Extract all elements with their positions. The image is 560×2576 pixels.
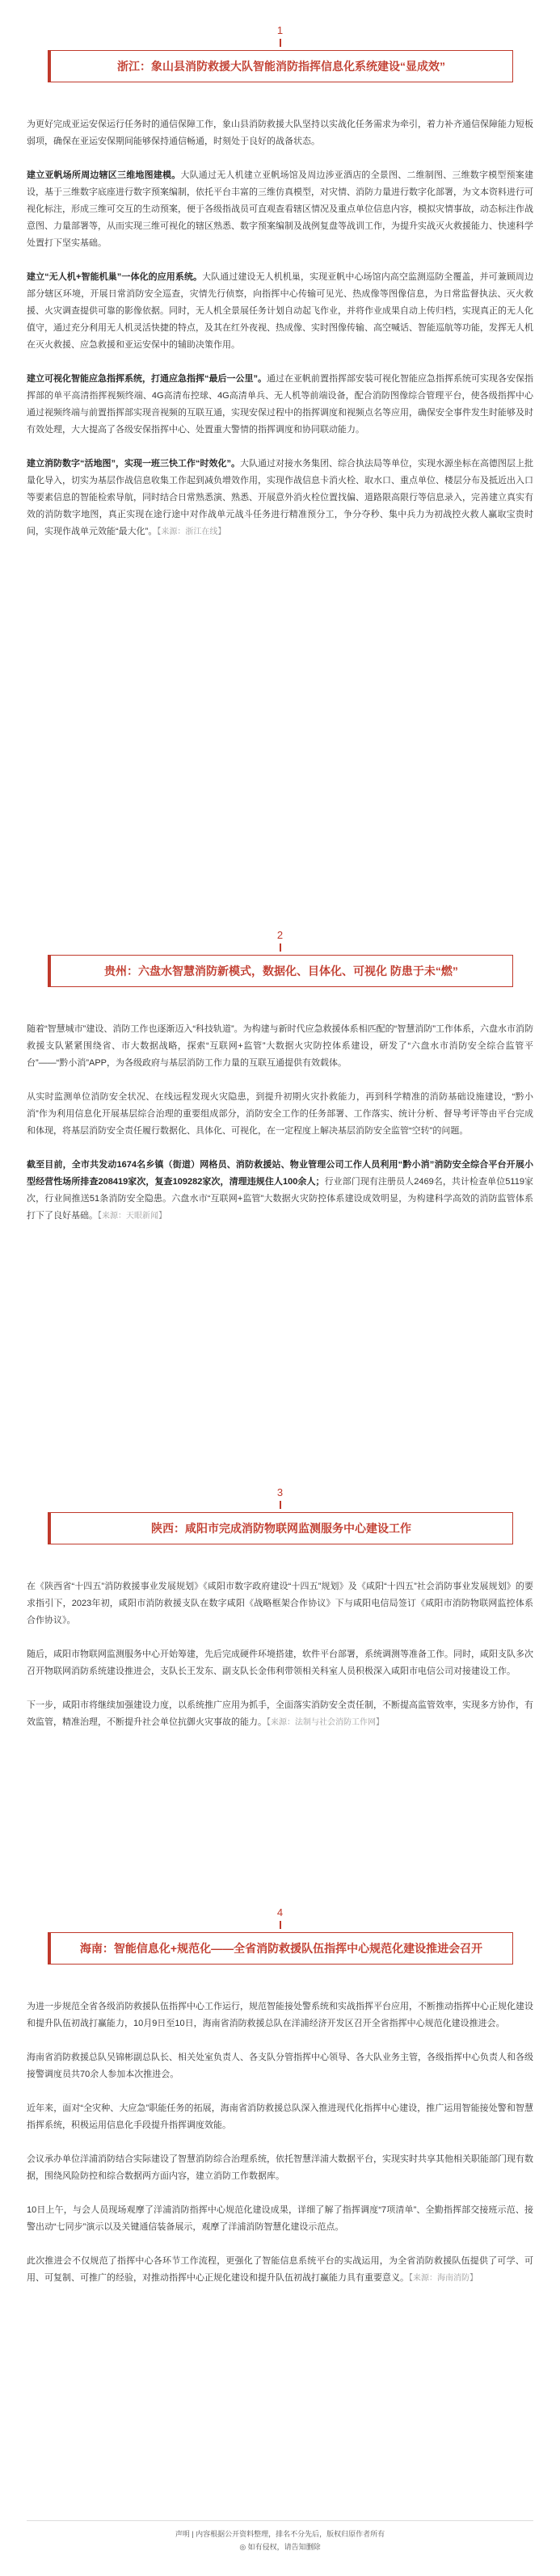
paragraph: 建立消防数字“活地图”，实现一班三快工作“时效化”。大队通过对接水务集团、综合执法局等单位，实现水源坐标在高德图层上批量化导入，切实为基层作战信息收集工作起到减负增效作用，实现作战信息卡消火栓、取水口、重点单位、楼层分布及抵近出入口等要素信息的智能检索导航，同时结合日常熟悉演、熟悉、开展意外消火栓位置找偏、道路限高限行等信息录入，完善建立真实有效的消防数字地图，真正实现在途行途中对作战单元战斗任务进行精准预分工，争分夺秒、集中兵力为初战控火救人赢取宝贵时间，实现作战单元效能“最大化”。【来源：浙江在线】 <box>27 459 533 536</box>
paragraph: 为进一步规范全省各级消防救援队伍指挥中心工作运行，规范智能接处警系统和实战指挥平台应用，不断推动指挥中心正规化建设和提升队伍初战打赢能力，10月9日至10日，海南省消防救援总队在洋浦经济开发区召开全省指挥中心规范化建设推进会。 <box>27 2002 533 2028</box>
section-title: 海南：智能信息化+规范化——全省消防救援队伍指挥中心规范化建设推进会召开 <box>48 1932 513 1965</box>
section-number-tick <box>280 39 281 47</box>
news-section-2 <box>0 929 560 1225</box>
section-title: 浙江：象山县消防救援大队智能消防指挥信息化系统建设“显成效” <box>48 50 513 82</box>
section-number-tick <box>280 1921 281 1929</box>
footer-disclaimer: 声明 | 内容根据公开资料整理，排名不分先后，版权归原作者所有 <box>175 2530 385 2538</box>
section-title: 贵州：六盘水智慧消防新模式，数据化、目体化、可视化 防患于未“燃” <box>48 955 513 987</box>
source-note: 【来源：海南消防】 <box>409 2274 478 2283</box>
news-section-4 <box>0 1906 560 2287</box>
source-note: 【来源：浙江在线】 <box>157 527 226 536</box>
section-number: 4 <box>276 1906 284 1918</box>
source-note: 【来源：天眼新闻】 <box>98 1212 166 1221</box>
footer-notice: ◎ 如有侵权，请告知删除 <box>239 2543 321 2551</box>
section-number: 2 <box>276 929 284 941</box>
footer <box>0 2520 560 2553</box>
section-number-tick <box>280 1501 281 1509</box>
paragraph: 近年来，面对“全灾种、大应急”职能任务的拓展，海南省消防救援总队深入推进现代化指挥中心建设，推广运用智能接处警和智慧指挥系统，积极运用信息化手段提升指挥调度效能。 <box>27 2103 533 2130</box>
paragraph: 从实时监测单位消防安全状况、在线远程发现火灾隐患，到提升初期火灾扑救能力，再到科学精准的消防基础设施建设，“黔小消”作为利用信息化开展基层综合治理的重要组成部分，消防安全工作的任务部署、工作落实、统计分析、督导考评等由平台完成和体现，将基层消防安全责任履行数据化、具体化、可视化，在一定程度上解决基层消防安全监管“空转”的问题。 <box>27 1092 533 1136</box>
paragraph: 随着“智慧城市”建设、消防工作也逐渐迈入“科技轨道”。为构建与新时代应急救援体系相匹配的“智慧消防”工作体系，六盘水市消防救援支队紧紧围绕省、市大数据战略，探索“互联网+监管”大数据火灾防控体系建设，研发了“六盘水市消防安全综合监管平台”——“黔小消”APP，为各级政府与基层消防工作力量的互联互通提供有效载体。 <box>27 1024 533 1068</box>
section-title: 陕西：咸阳市完成消防物联网监测服务中心建设工作 <box>48 1512 513 1544</box>
paragraph: 会议承办单位洋浦消防结合实际建设了智慧消防综合治理系统，依托智慧洋浦大数据平台，实现实时共享其他相关职能部门现有数据，围绕风险防控和综合数据两方面内容，建立消防工作数据库。 <box>27 2154 533 2181</box>
source-note: 【来源：法制与社会消防工作网】 <box>267 1718 384 1727</box>
section-number: 1 <box>276 24 284 36</box>
paragraph: 在《陕西省“十四五”消防救援事业发展规划》《咸阳市数字政府建设“十四五”规划》及《咸阳“十四五”社会消防事业发展规划》的要求指引下，2023年初，咸阳市消防救援支队在数字咸阳《战略框架合作协议》下与咸阳电信局签订《咸阳市消防物联网监控体系合作协议》。 <box>27 1582 533 1625</box>
paragraph: 截至目前，全市共发动1674名乡镇（街道）网格员、消防救援站、物业管理公司工作人员利用“黔小消”消防安全综合平台开展小型经营性场所排查208419家次，复查109282家次，清理违规住人100余人；行业部门现有注册员人2469名，共计检查单位5119家次，行业间推送51条消防安全隐患。六盘水市“互联网+监管”大数据火灾防控体系建设成效明显，为构建科学高效的消防监管体系打下了良好基础。【来源：天眼新闻】 <box>27 1160 533 1221</box>
news-section-3 <box>0 1486 560 1731</box>
paragraph: 建立“无人机+智能机巢”一体化的应用系统。大队通过建设无人机机巢，实现亚帆中心场馆内高空监测巡防全覆盖，并可兼顾周边部分辖区环境，开展日常消防安全巡查，灾情先行侦察，向指挥中心传输可见光、热成像等图像信息，为日常监督执法、灭火救援、火灾调查提供可靠的影像依据。同时，无人机全景展任务计划自动起飞作业，并将作业成果自动上传归档，实现真正的无人化值守，通过充分利用无人机灵活快捷的特点，及其在红外夜视、热成像、实时图像传输、高空喊话、智能巡航等功能，发挥无人机在灭火救援、应急救援和亚运安保中的辅助决策作用。 <box>27 272 533 350</box>
paragraph: 建立可视化智能应急指挥系统，打通应急指挥“最后一公里”。通过在亚帆前置指挥部安装可视化智能应急指挥系统可实现各安保指挥部的单平高清指挥视频终端、4G高清布控球、4G高清单兵、无人机等前端设备，配合消防图像综合管理平台，使各级指挥中心通过视频终端与前置指挥部实现音视频的互联互通，实现安保过程中的指挥调度和视频点名等应用，确保安全事件发生时能够及时有效处理，大大提高了各级安保指挥中心、处置重大警情的指挥调度和协同联动能力。 <box>27 374 533 435</box>
paragraph: 为更好完成亚运安保运行任务时的通信保障工作，象山县消防救援大队坚持以实战化任务需求为牵引，着力补齐通信保障能力短板弱项，确保在亚运安保期间能够保持通信畅通，时刻处于良好的战备状态。 <box>27 120 533 146</box>
news-section-1 <box>0 24 560 540</box>
paragraph: 海南省消防救援总队吴锦彬副总队长、相关处室负责人、各支队分管指挥中心领导、各大队业务主管，各级指挥中心负责人和各级接警调度员共70余人参加本次推进会。 <box>27 2053 533 2079</box>
paragraph: 此次推进会不仅规范了指挥中心各环节工作流程，更强化了智能信息系统平台的实战运用，为全省消防救援队伍提供了可学、可用、可复制、可推广的经验，对推动指挥中心正规化建设和提升队伍初战打赢能力具有重要意义。【来源：海南消防】 <box>27 2256 533 2283</box>
paragraph: 随后，咸阳市物联网监测服务中心开始筹建，先后完成硬件环境搭建，软件平台部署，系统调测等准备工作。同时，咸阳支队多次召开物联网消防系统建设推进会，支队长王发东、副支队长金伟利带领相关科室人员积极深入咸阳市电信公司对接建设工作。 <box>27 1649 533 1676</box>
section-number-tick <box>280 943 281 952</box>
section-number: 3 <box>276 1486 284 1498</box>
paragraph: 下一步，咸阳市将继续加强建设力度，以系统推广应用为抓手，全面落实消防安全责任制，不断提高监管效率，实现多方协作，有效监管，精准治理，不断提升社会单位抗御火灾事故的能力。【来源：法制与社会消防工作网】 <box>27 1700 533 1727</box>
paragraph: 建立亚帆场所周边辖区三维地图建模。大队通过无人机建立亚帆场馆及周边涉亚酒店的全景图、二维制图、三维数字模型预案建设，基于三维数字底座进行数字预案编制，依托平台丰富的三维仿真模型，对灾情、消防力量进行数字化部署，为文本资料进行可视化标注，形成三维可交互的生动预案，便于各级指战员可直观查看辖区情况及重点单位信息内容，模拟灾情事故，动态标注作战意图、力量部署等，从而实现三维可视化的辖区熟悉、数字预案编制及战例复盘等战训工作，为提升实战灭火救援能力、快速科学处置打下坚实基础。 <box>27 170 534 248</box>
paragraph: 10日上午，与会人员现场观摩了洋浦消防指挥中心规范化建设成果，详细了解了指挥调度“7项清单”、全勤指挥部交接班示范、接警出动“七同步”演示以及关键通信装备展示，观摩了洋浦消防智慧化建设示范点。 <box>27 2205 533 2232</box>
